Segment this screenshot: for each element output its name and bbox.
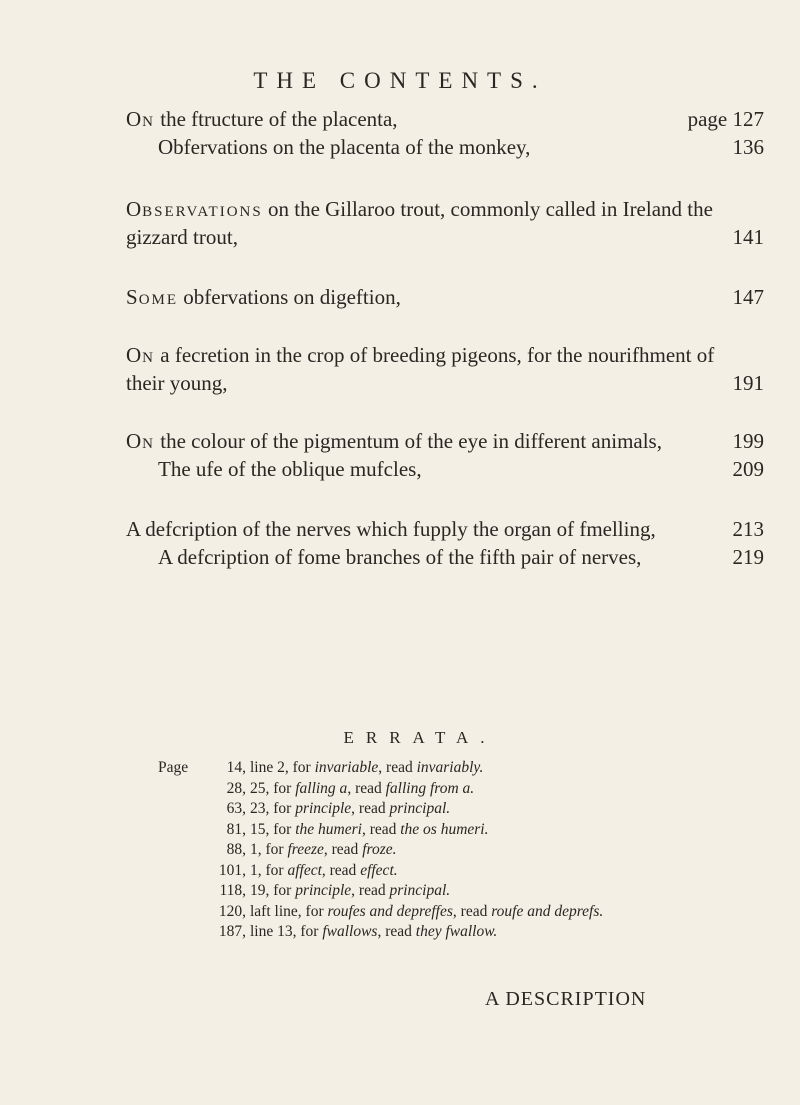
errata-page-label: Page xyxy=(158,759,189,776)
contents-line xyxy=(126,341,764,369)
page-number: 213 xyxy=(732,517,764,541)
contents-line xyxy=(126,455,764,483)
contents-entry xyxy=(126,283,764,311)
contents-entry xyxy=(126,195,764,251)
errata-for: for xyxy=(265,861,288,879)
contents-line xyxy=(126,133,764,161)
page-number: 209 xyxy=(732,457,764,481)
errata-page: 14, xyxy=(226,759,246,776)
errata-wrong: affect xyxy=(287,861,322,879)
errata-page: 118, xyxy=(219,882,246,899)
entry-lead-word: ON xyxy=(126,429,156,453)
errata-line: laft line, xyxy=(250,902,306,920)
contents-line xyxy=(126,369,764,397)
errata-row: Page 14, line 2, for invariable, read invariably. xyxy=(198,758,758,779)
errata-for: for xyxy=(292,759,315,776)
errata-row: 88, 1, for freeze, read froze. xyxy=(198,840,758,861)
entry-title: the colour of the pigmentum of the eye in different animals, xyxy=(155,429,662,453)
contents-line xyxy=(126,195,764,223)
errata-for: for xyxy=(273,779,296,797)
errata-wrong: invariable xyxy=(314,759,379,776)
errata-row: 118, 19, for principle, read principal. xyxy=(198,881,758,902)
contents-line xyxy=(126,543,764,571)
errata-wrong: freeze xyxy=(287,841,324,858)
errata-read: read xyxy=(386,759,417,776)
page-number: 147 xyxy=(732,285,764,309)
entry-title: obfervations on digeftion, xyxy=(178,285,401,309)
contents-line xyxy=(126,427,764,455)
errata-right: principal. xyxy=(389,800,451,817)
errata-wrong: principle xyxy=(295,800,352,817)
running-header: THE CONTENTS. xyxy=(253,68,547,93)
errata-right: effect. xyxy=(360,861,398,879)
contents-line xyxy=(126,515,764,543)
errata-page: 63, xyxy=(226,800,246,817)
errata-page: 187, xyxy=(218,923,246,940)
errata-page: 120, xyxy=(218,902,246,920)
errata-line: 1, xyxy=(250,861,266,879)
contents-line xyxy=(126,105,764,133)
entry-lead-word: OBSERVATIONS xyxy=(126,197,263,221)
errata-wrong: falling a xyxy=(295,779,348,797)
errata-line: 25, xyxy=(250,779,274,797)
errata-read: read xyxy=(460,902,492,920)
errata-row: 63, 23, for principle, read principal. xyxy=(198,799,758,820)
errata-line: line 2, xyxy=(250,759,293,776)
errata-right: invariably. xyxy=(416,759,484,776)
errata-list xyxy=(158,758,758,943)
page-number: 219 xyxy=(732,545,764,569)
entry-title: The ufe of the oblique mufcles, xyxy=(158,457,422,481)
errata-right: froze. xyxy=(362,841,397,858)
page-number: 191 xyxy=(732,371,764,395)
errata-read: read xyxy=(358,882,390,899)
errata-row: 28, 25, for falling a, read falling from a. xyxy=(198,779,758,800)
page-number: 199 xyxy=(732,429,764,453)
errata-read: read xyxy=(355,779,386,797)
errata-row: 120, laft line, for roufes and depreffes, read roufe and deprefs. xyxy=(198,902,758,923)
entry-title: A defcription of fome branches of the fifth pair of nerves, xyxy=(158,545,642,569)
errata-page: 28, xyxy=(226,779,246,797)
contents-entry xyxy=(126,515,764,571)
errata-right: falling from a. xyxy=(385,779,475,797)
errata-for: for xyxy=(265,841,288,858)
errata-read: read xyxy=(385,923,416,940)
errata-line: 15, xyxy=(250,820,274,838)
errata-read: read xyxy=(331,841,363,858)
errata-wrong: roufes and depreffes xyxy=(327,902,453,920)
entry-lead-word: ON xyxy=(126,343,156,367)
errata-wrong: principle xyxy=(295,882,352,899)
entry-title: the ftructure of the placenta, xyxy=(155,107,398,131)
errata-for: for xyxy=(273,820,296,838)
entry-title: gizzard trout, xyxy=(126,225,238,249)
page-number: page 127 xyxy=(687,107,764,131)
errata-read: read xyxy=(329,861,361,879)
errata-wrong: fwallows xyxy=(322,923,378,940)
errata-row: 187, line 13, for fwallows, read they fwallow. xyxy=(198,922,758,943)
errata-right: they fwallow. xyxy=(415,923,498,940)
errata-right: principal. xyxy=(389,882,451,899)
entry-title: a fecretion in the crop of breeding pigeons, for the nourifhment of xyxy=(155,343,715,367)
errata-page: 101, xyxy=(218,861,246,879)
errata-for: for xyxy=(273,882,296,899)
errata-for: for xyxy=(305,902,328,920)
entry-title: A defcription of the nerves which fupply the organ of fmelling, xyxy=(126,517,656,541)
entry-title: Obfervations on the placenta of the monkey, xyxy=(158,135,531,159)
errata-read: read xyxy=(369,820,401,838)
errata-page: 88, xyxy=(226,841,246,858)
errata-wrong: the humeri xyxy=(295,820,362,838)
errata-line: line 13, xyxy=(250,923,301,940)
errata-for: for xyxy=(273,800,296,817)
errata-read: read xyxy=(358,800,390,817)
errata-page: 81, xyxy=(226,820,246,838)
entry-title: on the Gillaroo trout, commonly called in Ireland the xyxy=(262,197,713,221)
page-number: 141 xyxy=(732,225,764,249)
contents-entry xyxy=(126,105,764,161)
contents-entry xyxy=(126,427,764,483)
errata-title: ERRATA. xyxy=(343,728,497,747)
page-number: 136 xyxy=(732,135,764,159)
entry-lead-word: SOME xyxy=(126,285,179,309)
errata-row: 101, 1, for affect, read effect. xyxy=(198,861,758,882)
entry-title: their young, xyxy=(126,371,228,395)
errata-for: for xyxy=(300,923,323,940)
errata-line: 23, xyxy=(250,800,274,817)
entry-lead-word: ON xyxy=(126,107,156,131)
errata-right: roufe and deprefs. xyxy=(491,902,604,920)
contents-line xyxy=(126,283,764,311)
errata-row: 81, 15, for the humeri, read the os humeri. xyxy=(198,820,758,841)
catchword: A DESCRIPTION xyxy=(485,988,647,1010)
contents-line xyxy=(126,223,764,251)
contents-entry xyxy=(126,341,764,397)
errata-right: the os humeri. xyxy=(400,820,489,838)
errata-line: 1, xyxy=(250,841,266,858)
errata-line: 19, xyxy=(250,882,274,899)
